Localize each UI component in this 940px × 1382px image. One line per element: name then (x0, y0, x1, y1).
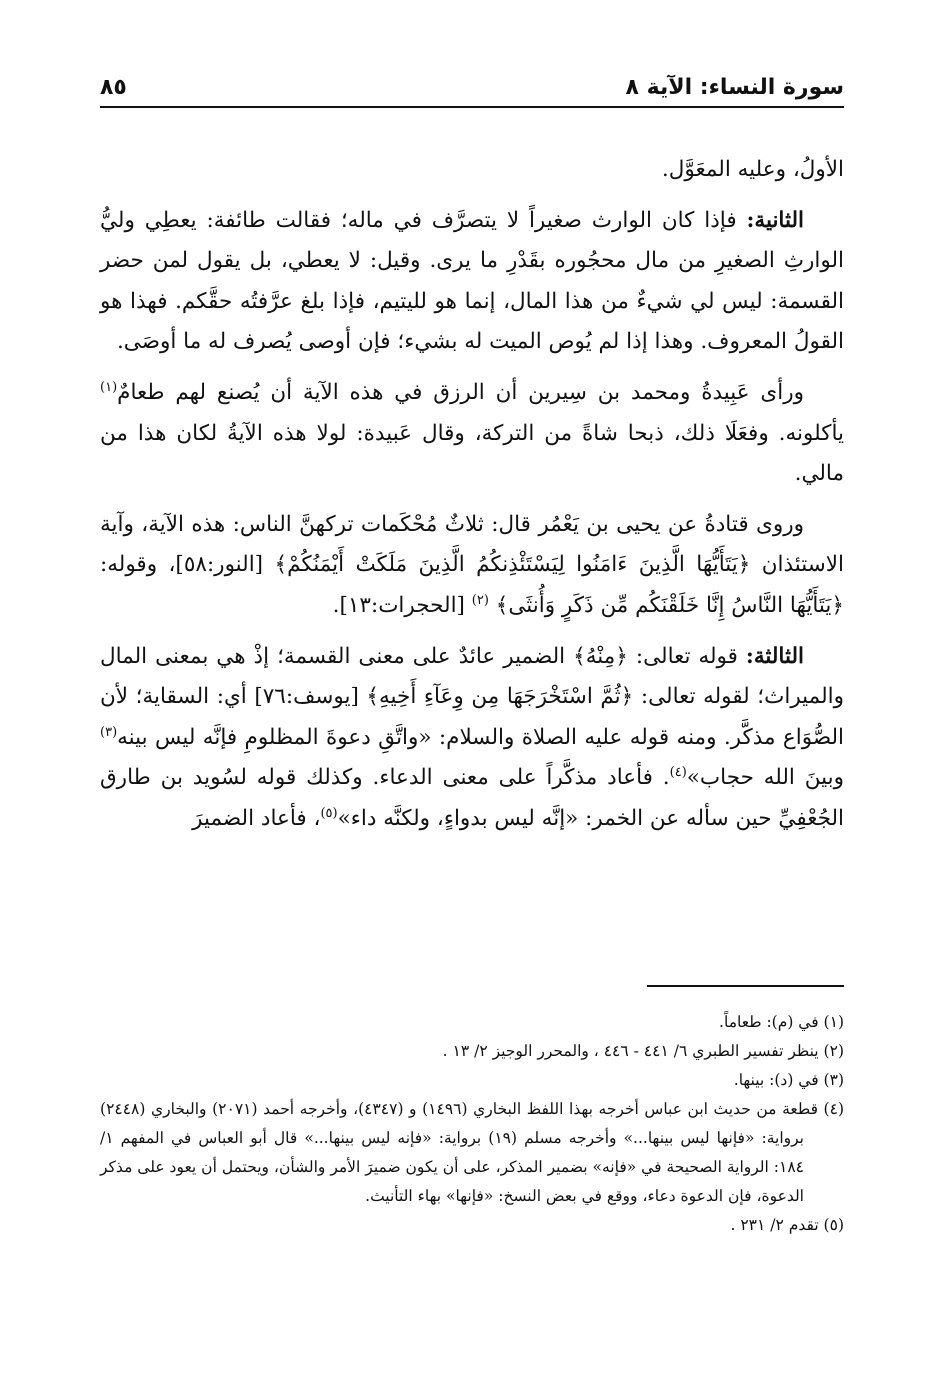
footnote-1: (١) في (م): طعاماً. (719, 1013, 844, 1031)
paragraph-5 (100, 637, 844, 840)
footnote-ref: (٢) (471, 592, 489, 608)
paragraph-text-cont: [الحجرات:١٣]. (332, 592, 472, 618)
footnote-4: (٤) قطعة من حديث ابن عباس أخرجه بهذا اللفظ البخاري (١٤٩٦) و (٤٣٤٧)، وأخرجه أحمد (٢٠٧١) والبخاري (٢٤٤٨) برواية: «فإنها ليس بينها...» وأخرجه مسلم (١٩) برواية: «فإنه ليس بينها...» قال أبو العباس في المفهم ١/ ١٨٤: الرواية الصحيحة في «فإنه» بضمير المذكر، على أن يكون ضميرَ الأمر والشأن، ويحتمل أن يعود على مذكر الدعوة، فإن الدعوة دعاء، ووقع في بعض النسخ: «فإنها» بهاء التأنيث. (100, 1100, 844, 1205)
paragraph-text: قوله تعالى: ﴿مِنْهُ﴾ الضمير عائدٌ على معنى القسمة؛ إذْ هي بمعنى المال والميراث؛ لقوله تعالى: ﴿ثُمَّ اسْتَخْرَجَهَا مِن وِعَآءِ أَخِيهِ﴾ [يوسف:٧٦] أي: السقاية؛ لأن الصُّوَاع مذكَّر. ومنه قوله عليه الصلاة والسلام: «واتَّقِ دعوةَ المظلومِ فإنَّه ليس بينه (100, 643, 845, 750)
running-title: سورة النساء: الآية ٨ (625, 75, 844, 100)
paragraph-text: وروى قتادةُ عن يحيى بن يَعْمُر قال: ثلاثٌ مُحْكَمات تركهنَّ الناس: هذه الآية، وآية الاستئذان ﴿يَتَأَيُّهَا الَّذِينَ ءَامَنُوا لِيَسْتَئْذِنكُمُ الَّذِينَ مَلَكَتْ أَيْمَنُكُمْ﴾ [النور:٥٨]، وقوله: ﴿يَتَأَيُّهَا النَّاسُ إِنَّا خَلَقْنَكُم مِّن ذَكَرٍ وَأُنثَى﴾ (100, 511, 845, 618)
paragraph-text-cont: . فأعاد مذكَّراً على معنى الدعاء. وكذلك قوله لسُويد بن طارق الجُعْفِيِّ حين سأله عن الخمر: «إنَّه ليس بدواءٍ، ولكنَّه داء» (100, 765, 844, 831)
page-number: ٨٥ (100, 75, 127, 100)
main-text (100, 150, 844, 850)
paragraph-text: ورأى عَبِيدةُ ومحمد بن سِيرين أن الرزق في هذه الآية أن يُصنع لهم طعامٌ (117, 379, 804, 405)
footnote-ref: (٥) (320, 805, 338, 821)
paragraph-text: فإذا كان الوارث صغيراً لا يتصرَّف في ماله؛ فقالت طائفة: يعطِي وليُّ الوارثِ الصغيرِ من مال محجُوره بقَدْرِ ما يرى. وقيل: لا يعطي، بل يقول لمن حضر القسمة: ليس لي شيءٌ من هذا المال، إنما هو لليتيم، فإذا بلغ عرَّفتُه حقَّكم. فهذا هو القولُ المعروف. وهذا إذا لم يُوص الميت له بشيء؛ فإن أوصى يُصرف له ما أوصَى. (100, 207, 844, 355)
footnote-5: (٥) تقدم ٢/ ٢٣١ . (730, 1216, 844, 1234)
paragraph-text-cont: يأكلونه. وفعَلَا ذلك، ذبحا شاةً من التركة، وقال عَبيدة: لولا هذه الآيةُ لكان هذا من مالي. (100, 420, 844, 487)
running-header (100, 62, 844, 108)
footnotes (100, 1008, 844, 1240)
footnote-3: (٣) في (د): بينها. (733, 1071, 844, 1089)
paragraph-3 (100, 373, 844, 495)
footnote-2: (٢) ينظر تفسير الطبري ٦/ ٤٤١ - ٤٤٦ ، والمحرر الوجيز ٢/ ١٣ . (442, 1042, 844, 1060)
footnote-ref: (٣) (100, 724, 118, 740)
section-lead: الثالثة: (745, 643, 804, 669)
paragraph-text: الأولُ، وعليه المعَوَّل. (661, 157, 844, 182)
footnote-ref: (١) (100, 379, 118, 395)
footnote-ref: (٤) (669, 765, 687, 781)
paragraph-text-cont: وبينَ الله حجاب» (686, 765, 844, 791)
section-lead: الثانية: (746, 207, 804, 233)
footnote-separator (647, 985, 844, 987)
paragraph-2 (100, 201, 844, 363)
paragraph-1 (100, 150, 844, 191)
paragraph-4 (100, 505, 844, 627)
paragraph-text-cont: ، فأعاد الضميرَ (192, 805, 321, 831)
